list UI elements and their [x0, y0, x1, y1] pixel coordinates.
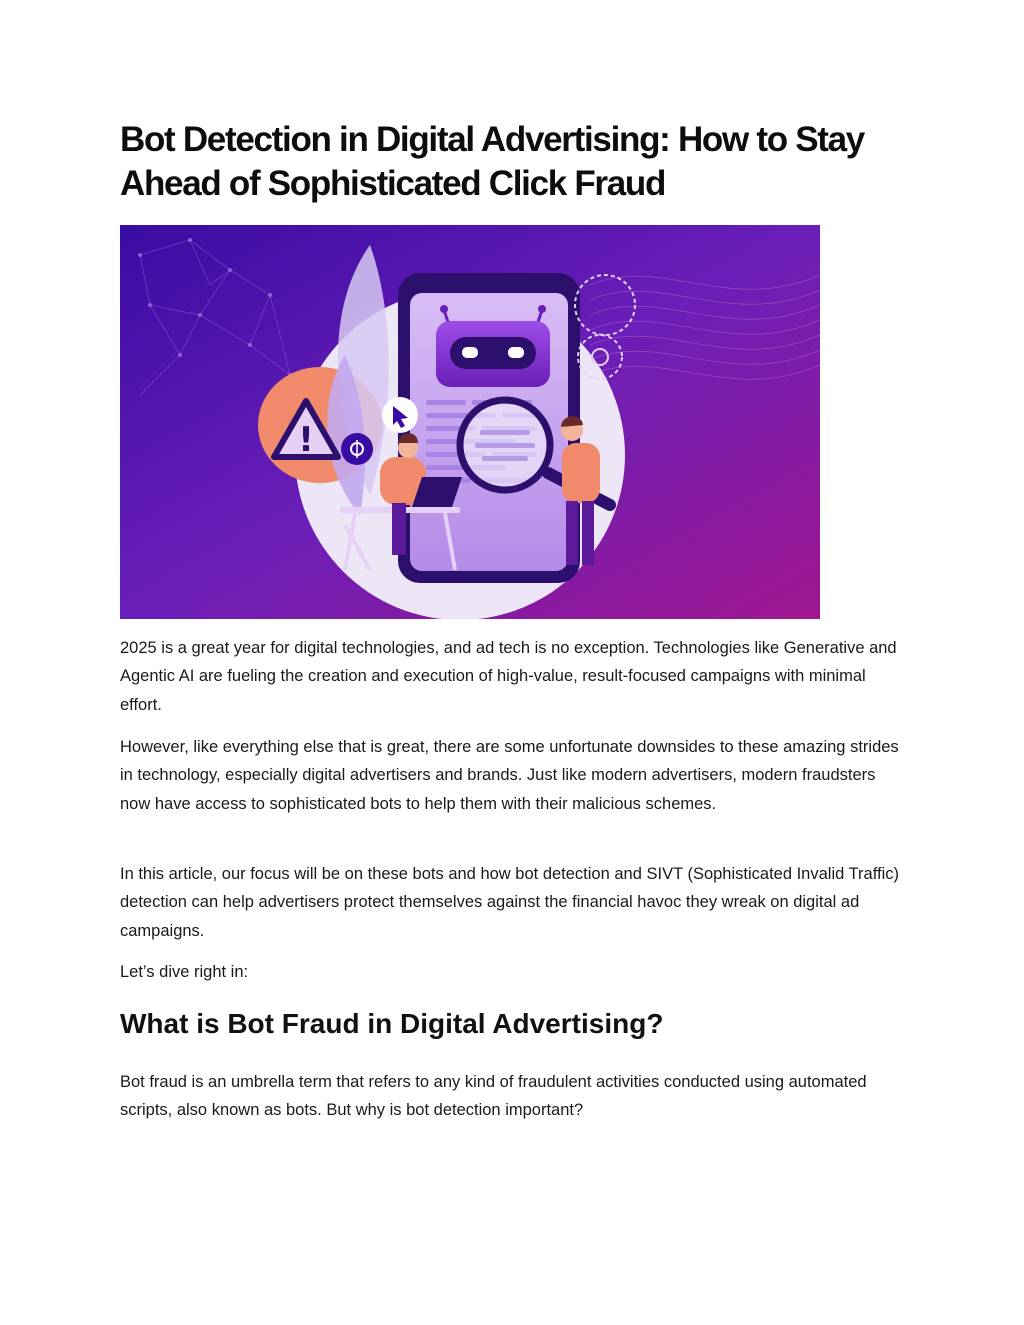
- paragraph-intro: 2025 is a great year for digital technologies, and ad tech is no exception. Technologies like Generative and Agentic AI are fueling the creation and execution of high-value, result-focused campaigns with minimal effort.: [120, 639, 897, 714]
- document-title: Bot Detection in Digital Advertising: How to Stay Ahead of Sophisticated Click Fraud: [120, 120, 864, 203]
- section-heading: What is Bot Fraud in Digital Advertising?: [120, 1008, 664, 1039]
- hero-illustration: [120, 225, 820, 619]
- cursor-icon: [382, 397, 418, 433]
- hero-svg: [120, 225, 820, 619]
- warning-symbol: !: [298, 420, 314, 460]
- paragraph-dive-in: Let’s dive right in:: [120, 963, 249, 981]
- paragraph-focus: In this article, our focus will be on these bots and how bot detection and SIVT (Sophisticated Invalid Traffic) detection can help advertisers protect themselves against the financial havoc they wreak on digital ad campaigns.: [120, 865, 899, 940]
- paragraph-bot-fraud: Bot fraud is an umbrella term that refers to any kind of fraudulent activities conducted using automated scripts, also known as bots. But why is bot detection important?: [120, 1073, 867, 1120]
- touch-icon: [341, 433, 373, 465]
- paragraph-downsides: However, like everything else that is great, there are some unfortunate downsides to these amazing strides in technology, especially digital advertisers and brands. Just like modern advertisers, modern fraudsters now have access to sophisticated bots to help them with their malicious schemes.: [120, 738, 899, 813]
